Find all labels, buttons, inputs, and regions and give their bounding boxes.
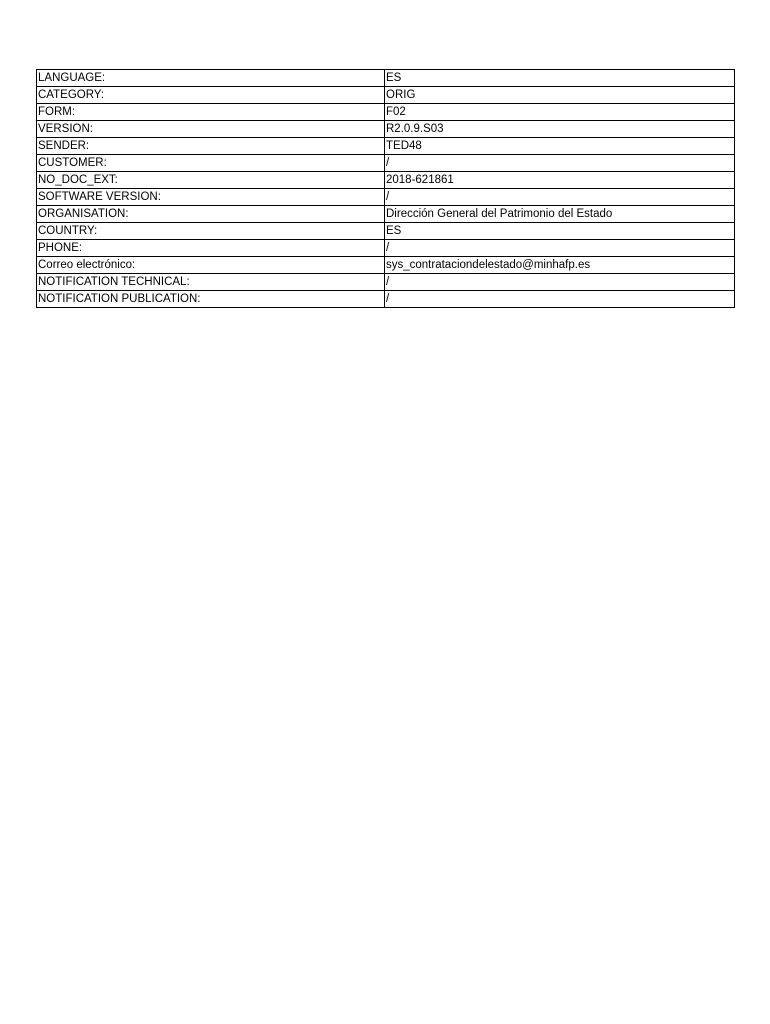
row-label: CUSTOMER: (37, 155, 385, 172)
table-row (37, 206, 735, 223)
row-label: FORM: (37, 104, 385, 121)
row-label: Correo electrónico: (37, 257, 385, 274)
row-label: COUNTRY: (37, 223, 385, 240)
metadata-table (36, 69, 735, 308)
row-value: sys_contrataciondelestado@minhafp.es (385, 257, 735, 274)
row-label: VERSION: (37, 121, 385, 138)
table-row (37, 104, 735, 121)
row-value: TED48 (385, 138, 735, 155)
table-row (37, 240, 735, 257)
row-label: CATEGORY: (37, 87, 385, 104)
table-row (37, 291, 735, 308)
table-row (37, 223, 735, 240)
row-label: SOFTWARE VERSION: (37, 189, 385, 206)
row-value: Dirección General del Patrimonio del Estado (385, 206, 735, 223)
row-label: NOTIFICATION TECHNICAL: (37, 274, 385, 291)
row-label: ORGANISATION: (37, 206, 385, 223)
row-label: SENDER: (37, 138, 385, 155)
table-row (37, 274, 735, 291)
row-label: PHONE: (37, 240, 385, 257)
row-value: 2018-621861 (385, 172, 735, 189)
row-label: NO_DOC_EXT: (37, 172, 385, 189)
table-row (37, 172, 735, 189)
table-row (37, 87, 735, 104)
row-value: / (385, 189, 735, 206)
row-value: ORIG (385, 87, 735, 104)
table-row (37, 138, 735, 155)
row-label: LANGUAGE: (37, 70, 385, 87)
row-value: / (385, 155, 735, 172)
row-value: / (385, 274, 735, 291)
table-row (37, 257, 735, 274)
table-row (37, 189, 735, 206)
table-row (37, 121, 735, 138)
row-label: NOTIFICATION PUBLICATION: (37, 291, 385, 308)
table-row (37, 155, 735, 172)
row-value: ES (385, 223, 735, 240)
row-value: / (385, 291, 735, 308)
row-value: F02 (385, 104, 735, 121)
row-value: R2.0.9.S03 (385, 121, 735, 138)
table-row (37, 70, 735, 87)
row-value: ES (385, 70, 735, 87)
row-value: / (385, 240, 735, 257)
